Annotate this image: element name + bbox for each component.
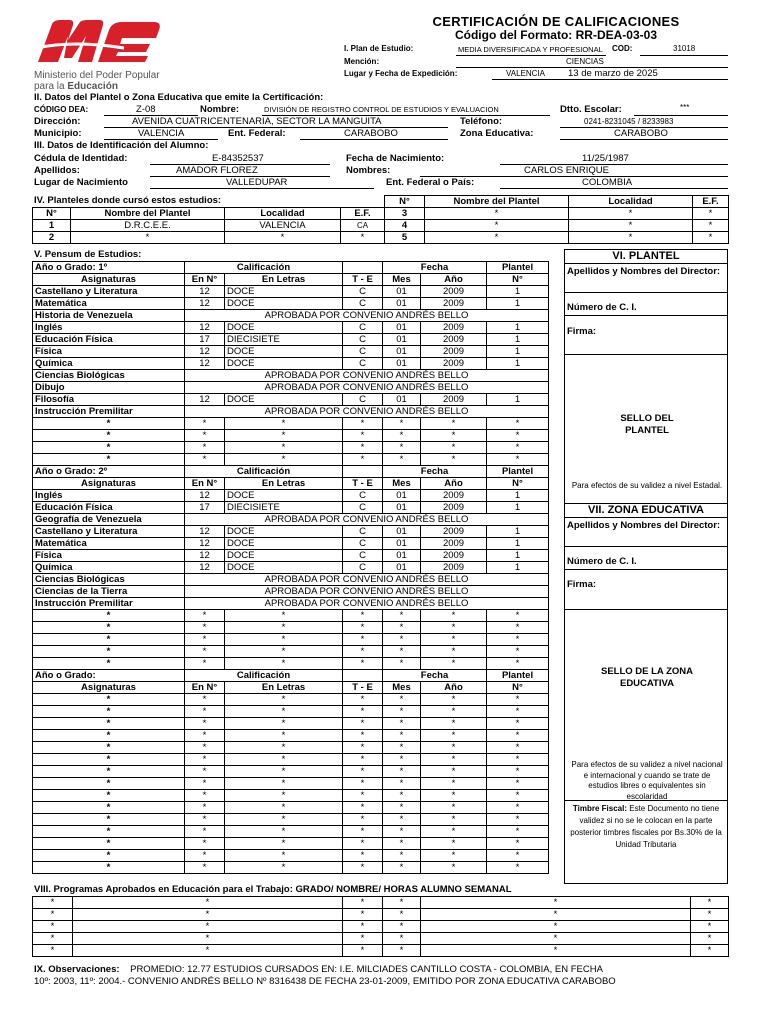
table-row: Dibujo APROBADA POR CONVENIO ANDRÉS BELLO xyxy=(33,382,549,394)
th-no: N° xyxy=(33,208,71,220)
apellidos-value: AMADOR FLOREZ xyxy=(176,165,258,176)
year-label: Año o Grado: 1º xyxy=(33,262,185,274)
table-row: * * * * * * * xyxy=(33,442,549,454)
table-row: Castellano y Literatura 12 DOCE C 01 2009 1 xyxy=(33,286,549,298)
table-row: Instrucción Premilitar APROBADA POR CONVENIO ANDRÉS BELLO xyxy=(33,406,549,418)
table-row: * * * * * * xyxy=(33,897,729,909)
telefono-label: Teléfono: xyxy=(460,116,503,127)
year-header-row: Año o Grado: Calificación Fecha Plantel xyxy=(33,670,549,682)
table-row: * * * * * * * xyxy=(33,610,549,622)
cedula-value: E-84352537 xyxy=(212,153,264,164)
table-row: Matemática 12 DOCE C 01 2009 1 xyxy=(33,298,549,310)
table-row: Ciencias Biológicas APROBADA POR CONVENIO ANDRÉS BELLO xyxy=(33,574,549,586)
table-row: * * * * * * * xyxy=(33,802,549,814)
section-5-title: V. Pensum de Estudios: xyxy=(34,249,142,260)
municipio-value: VALENCIA xyxy=(138,128,185,139)
plan-label: I. Plan de Estudio: xyxy=(344,44,414,53)
section-6-title: VI. PLANTEL xyxy=(565,250,727,264)
year-label: Año o Grado: xyxy=(33,670,185,682)
zona-educativa-label: Zona Educativa: xyxy=(460,128,534,139)
cod-value: 31018 xyxy=(673,44,696,53)
table-row: * * * * * * * xyxy=(33,454,549,466)
zona-director-label: Apellidos y Nombres del Director: xyxy=(565,518,727,547)
table-row: * * * * * * * xyxy=(33,658,549,670)
programas-table xyxy=(32,896,729,957)
table-row: Ciencias Biológicas APROBADA POR CONVENIO ANDRÉS BELLO xyxy=(33,370,549,382)
table-row: * * * * * * xyxy=(33,909,729,921)
table-row: * * * * * * * xyxy=(33,826,549,838)
table-row: Física 12 DOCE C 01 2009 1 xyxy=(33,346,549,358)
table-row: * * * * * * xyxy=(33,945,729,957)
sello-zona: SELLO DE LA ZONA EDUCATIVA xyxy=(600,666,693,689)
ent-federal-value: CARABOBO xyxy=(344,128,398,139)
table-row: Geografía de Venezuela APROBADA POR CONVENIO ANDRÉS BELLO xyxy=(33,514,549,526)
column-header-row: Asignaturas En N° En Letras T - E Mes Año N° xyxy=(33,682,549,694)
codigo-dea-value: Z-08 xyxy=(136,104,156,115)
zona-educativa-value: CARABOBO xyxy=(614,128,668,139)
section-2-title: II. Datos del Plantel o Zona Educativa que emite la Certificación: xyxy=(34,92,324,103)
table-row: * * * * * * * xyxy=(33,694,549,706)
table-row: Ciencias de la Tierra APROBADA POR CONVENIO ANDRÉS BELLO xyxy=(33,586,549,598)
plantel-cedula-label: Número de C. I. xyxy=(565,293,727,316)
plantel-nota: Para efectos de su validez a nivel Estadal. xyxy=(571,481,723,490)
section-3-title: III. Datos de Identificación del Alumno: xyxy=(34,140,209,151)
table-row: Instrucción Premilitar APROBADA POR CONVENIO ANDRÉS BELLO xyxy=(33,598,549,610)
table-row: * * * * * * * xyxy=(33,742,549,754)
table-row: Educación Física 17 DIECISIETE C 01 2009 1 xyxy=(33,502,549,514)
nombres-label: Nombres: xyxy=(346,165,391,176)
plantel-director-label: Apellidos y Nombres del Director: xyxy=(565,264,727,293)
direccion-value: AVENIDA CUATRICENTENARIA, SECTOR LA MANGUITA xyxy=(132,116,382,127)
th-ef: E.F. xyxy=(341,208,385,220)
table-row: * * * * * * * xyxy=(33,850,549,862)
nacimiento-label: Fecha de Nacimiento: xyxy=(346,153,445,164)
nombres-value: CARLOS ENRIQUE xyxy=(524,165,609,176)
year-header-row: Año o Grado: 1º Calificación Fecha Plantel xyxy=(33,262,549,274)
municipio-label: Municipio: xyxy=(34,128,82,139)
document-title: CERTIFICACIÓN DE CALIFICACIONES xyxy=(432,14,680,29)
nombre-label: Nombre: xyxy=(200,104,240,115)
planteles-right-table: N° Nombre del Plantel Localidad E.F. 3 * * * 4 * * * 5 * * * xyxy=(384,195,729,244)
table-row: * * * * * * * xyxy=(33,790,549,802)
column-header-row: Asignaturas En N° En Letras T - E Mes Año N° xyxy=(33,274,549,286)
table-row: Matemática 12 DOCE C 01 2009 1 xyxy=(33,538,549,550)
planteles-left-table xyxy=(32,207,385,244)
table-row: * * * * * * * xyxy=(33,862,549,874)
dtto-value: *** xyxy=(680,103,690,112)
timbre-fiscal: Timbre Fiscal: Este Documento no tiene validez si no se le colocan en la parte posterior timbres fiscales por Bs.30% de la Unidad Tributaria xyxy=(570,804,722,849)
mencion-value: CIENCIAS xyxy=(566,57,604,66)
lugar-nacimiento-value: VALLEDUPAR xyxy=(226,177,288,188)
table-row: * * * * * * * xyxy=(33,766,549,778)
th-nombre-plantel: Nombre del Plantel xyxy=(71,208,225,220)
table-row: 1 D.R.C.E.E. VALENCIA CA xyxy=(33,220,385,232)
table-row: 4 * * * xyxy=(385,220,729,232)
section-8-title: VIII. Programas Aprobados en Educación para el Trabajo: GRADO/ NOMBRE/ HORAS ALUMNO SEMANAL xyxy=(34,884,512,895)
table-row: Filosofía 12 DOCE C 01 2009 1 xyxy=(33,394,549,406)
table-row: Inglés 12 DOCE C 01 2009 1 xyxy=(33,322,549,334)
format-code: Código del Formato: RR-DEA-03-03 xyxy=(454,28,657,42)
fecha-expedicion: 13 de marzo de 2025 xyxy=(568,68,658,79)
ent-federal-label: Ent. Federal: xyxy=(228,128,286,139)
table-row: * * * * * * * xyxy=(33,418,549,430)
observaciones-line-2: 10º: 2003, 11º: 2004.- CONVENIO ANDRÉS BELLO Nº 8316438 DE FECHA 23-01-2009, EMITIDO POR ZONA EDUCATIVA CARABOBO xyxy=(34,976,616,987)
column-header-row: Asignaturas En N° En Letras T - E Mes Año N° xyxy=(33,478,549,490)
mencion-label: Mención: xyxy=(344,57,380,66)
table-row: * * * * * * * xyxy=(33,814,549,826)
plan-value: MEDIA DIVERSIFICADA Y PROFESIONAL xyxy=(458,45,603,54)
table-row: * * * * * * * xyxy=(33,754,549,766)
table-row: * * * * * * * xyxy=(33,634,549,646)
table-row: Inglés 12 DOCE C 01 2009 1 xyxy=(33,490,549,502)
zona-firma-label: Firma: xyxy=(565,570,727,610)
table-row: * * * * * * xyxy=(33,933,729,945)
table-row: * * * * * * * xyxy=(33,838,549,850)
th-localidad: Localidad xyxy=(225,208,341,220)
table-row: * * * * * * * xyxy=(33,730,549,742)
table-row: * * * * * * * xyxy=(33,778,549,790)
table-row: * * * * * * xyxy=(33,921,729,933)
cod-label: COD: xyxy=(612,44,633,53)
observaciones-line-1: IX. Observaciones: PROMEDIO: 12.77 ESTUDIOS CURSADOS EN: I.E. MILCIADES CANTILLO COSTA - COLOMBIA, EN FECHA xyxy=(34,964,603,975)
ministry-logo xyxy=(34,18,169,92)
telefono-value: 0241-8231045 / 8233983 xyxy=(584,117,674,126)
pensum-table xyxy=(32,261,549,874)
section-7-title: VII. ZONA EDUCATIVA xyxy=(565,504,727,518)
section-4-title: IV. Planteles donde cursó estos estudios: xyxy=(34,195,222,206)
director-panel xyxy=(564,249,728,884)
table-row: * * * * * * * xyxy=(33,622,549,634)
logo-line-2: para la Educación xyxy=(34,81,118,92)
plantel-firma-label: Firma: xyxy=(565,316,727,355)
nombre-value: DIVISIÓN DE REGISTRO CONTROL DE ESTUDIOS Y EVALUACION xyxy=(264,105,499,114)
table-row: Educación Física 17 DIECISIETE C 01 2009 1 xyxy=(33,334,549,346)
table-row: * * * * * * * xyxy=(33,430,549,442)
lugar-value: VALENCIA xyxy=(506,69,545,78)
table-row: Castellano y Literatura 12 DOCE C 01 2009 1 xyxy=(33,526,549,538)
pais-value: COLOMBIA xyxy=(582,177,633,188)
me-logo-icon xyxy=(34,18,169,64)
plantel-sello-box xyxy=(565,355,727,504)
year-header-row: Año o Grado: 2º Calificación Fecha Plantel xyxy=(33,466,549,478)
apellidos-label: Apellidos: xyxy=(34,165,80,176)
table-row: Física 12 DOCE C 01 2009 1 xyxy=(33,550,549,562)
lugar-fecha-label: Lugar y Fecha de Expedición: xyxy=(344,69,458,78)
logo-line-1: Ministerio del Poder Popular xyxy=(34,70,160,81)
table-row: * * * * * * * xyxy=(33,646,549,658)
dtto-label: Dtto. Escolar: xyxy=(560,104,622,115)
lugar-nacimiento-label: Lugar de Nacimiento xyxy=(34,177,128,188)
pais-label: Ent. Federal o País: xyxy=(386,177,475,188)
nacimiento-value: 11/25/1987 xyxy=(582,153,629,164)
cedula-label: Cédula de Identidad: xyxy=(34,153,128,164)
table-row: * * * * * * * xyxy=(33,718,549,730)
direccion-label: Dirección: xyxy=(34,116,81,127)
table-row: Química 12 DOCE C 01 2009 1 xyxy=(33,358,549,370)
table-row: Historia de Venezuela APROBADA POR CONVENIO ANDRÉS BELLO xyxy=(33,310,549,322)
table-row: 3 * * * xyxy=(385,208,729,220)
table-row: 5 * * * xyxy=(385,232,729,244)
zona-cedula-label: Número de C. I. xyxy=(565,547,727,570)
table-row: * * * * * * * xyxy=(33,706,549,718)
table-row: Química 12 DOCE C 01 2009 1 xyxy=(33,562,549,574)
codigo-dea-label: CÓDIGO DEA: xyxy=(34,105,89,114)
zona-sello-box xyxy=(565,610,727,801)
table-row: 2 * * * xyxy=(33,232,385,244)
sello-plantel: SELLO DEL PLANTEL xyxy=(620,413,674,436)
year-label: Año o Grado: 2º xyxy=(33,466,185,478)
zona-nota: Para efectos de su validez a nivel nacional e internacional y cuando se trate de estudios libres o equivalentes sin escolaridad xyxy=(571,760,723,801)
